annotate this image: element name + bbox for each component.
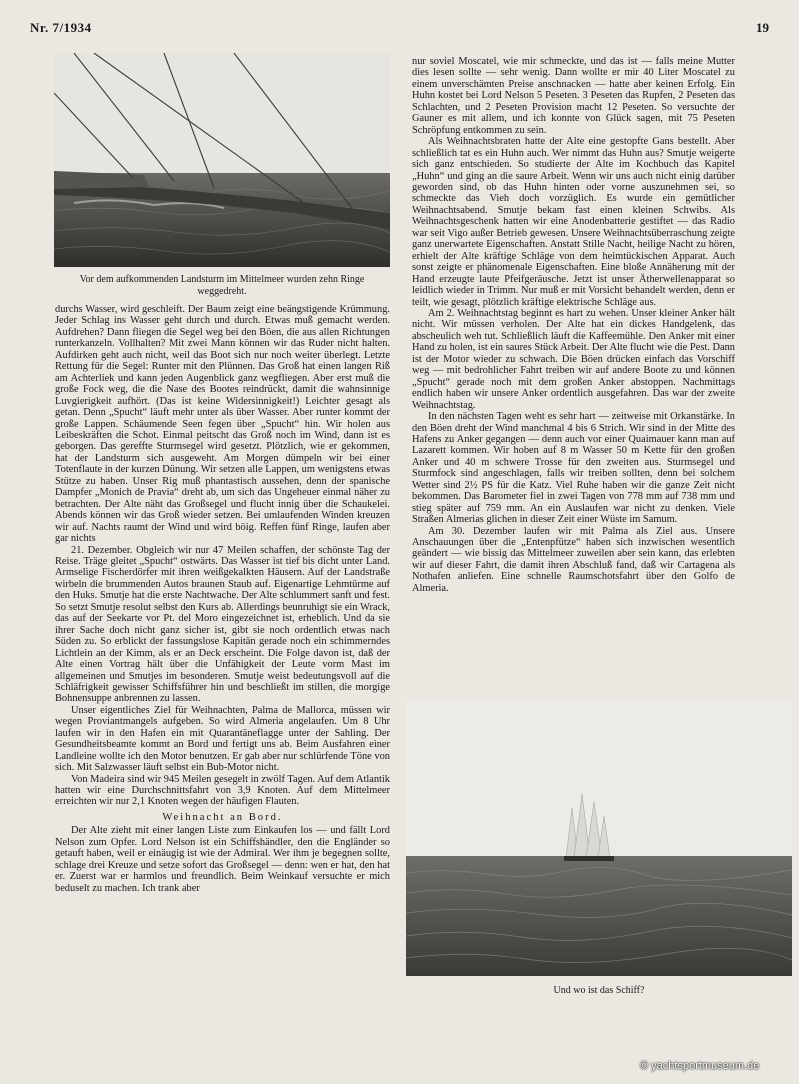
- left-paragraph-3: Unser eigentliches Ziel für Weihnachten, Palma de Mallorca, müssen wir wegen Proviantmangels aufgeben. So wird Almeria angelaufen. Um 8 Uhr laufen wir in den Hafen ein mit Quarantäneflagge unter der Sahling. Der Gesundheitsbeamte kommt an Bord und fertigt uns ab. Beim Ausfahren einer Landleine wollte ich den Motor benutzen. Er gab aber nur schlürfende Töne von sich. Mit Salzwasser läuft selbst ein Bub-Motor nicht.: [55, 704, 390, 774]
- photo-distant-ship-image: [406, 698, 792, 976]
- right-paragraph-4: In den nächsten Tagen weht es sehr hart — zeitweise mit Orkanstärke. In den Böen dreht der Wind manchmal 4 bis 6 Strich. Wir sind in der Mitte des Hafens zu Anker gegangen — denn auch vor einer Quaimauer kann man auf Lazarett kommen. Wir hoben auf 8 m Wasser 50 m Kette für den großen Anker und 40 m schwere Trosse für den zweiten aus. Sturmsegel und Sturmfock sind angeschlagen, falls wir treiben sollten, denn bei solchem Wetter sind 2½ PS für die Katz. Viel Ruhe haben wir die ganze Zeit nicht bekommen. Das Barometer fiel in zwei Tagen von 778 mm auf 738 mm und stieg später auf 759 mm. An ein Auslaufen war nicht zu denken. Viele Straßen Almerias glichen in dieser Zeit einer Wüste im Samum.: [412, 411, 735, 526]
- right-paragraph-2: Als Weihnachtsbraten hatte der Alte eine gestopfte Gans bestellt. Aber schließlich tat es ein Huhn auch. Wer nimmt das Huhn aus? Smutje weigerte sich ganz entschieden. So studierte der Alte im Kochbuch das Kapitel „Huhn“ und ging an die saure Arbeit. Wenn wir uns auch nicht einig darüber geworden sind, ob das Huhn hinten oder vorne auszunehmen sei, so schmeckte das Vieh doch vorzüglich. Es wurde ein gemütlicher Weihnachtsabend. Smutje bekam fast einen kleinen Schwibs. Als Weihnachtsgeschenk hatten wir eine Anodenbatterie gestiftet — das Radio war seit Vigo außer Betrieb gewesen. Unsere Weihnachtsüberraschung zeigte ganz unerwartete Eigenschaften. Anstatt Stille Nacht, heilige Nacht zu hören, erhielt der Alte kräftige Schläge von dem heimtückischen Apparat. Auch sonst zeigte er phänomenale Eigenschaften. Eine bloße Annäherung mit der Hand erzeugte laute Pfeifgeräusche. Jetzt ist unser Ätherwellenapparat so leidlich wieder in Trimm. Nur muß er mit Vorsicht behandelt werden, denn er teilt, wie gesagt, plötzlich kräftige elektrische Schläge aus.: [412, 136, 735, 308]
- photo-distant-ship: [406, 698, 792, 976]
- right-paragraph-1: nur soviel Moscatel, wie mir schmeckte, und das ist — falls meine Mutter dies lesen sollte — sehr wenig. Dann wollte er mir 40 Liter Moscatel zu einem unverschämten Preise anschnacken — hatte aber keinen Erfolg. Ein Huhn kostet bei Lord Nelson 5 Peseten. 3 Peseten das Rupfen, 2 Peseten das Schlachten, und 2 Peseten Provision macht 12 Peseten. So versuchte der Gauner es mit allem, und ich konnte von Glück sagen, mit 75 Peseten Schröpfung entkommen zu sein.: [412, 56, 735, 136]
- left-paragraph-5: Der Alte zieht mit einer langen Liste zum Einkaufen los — und fällt Lord Nelson zum Opfer. Lord Nelson ist ein Schiffshändler, den die Engländer so getauft haben, weil er einäugig ist wie der Admiral. Wer ihm je begegnen sollte, schlage drei Kreuze und setze sofort das Großsegel — denn: wen er hat, den hat er. Zuerst war er harmlos und freundlich. Beim Weinkauf versuchte er mich beduselt zu machen. Ich trank aber: [55, 825, 390, 894]
- right-column: [412, 56, 735, 594]
- photo-caption-1: Vor dem aufkommenden Landsturm im Mittelmeer wurden zehn Ringe weggedreht.: [79, 274, 365, 297]
- right-paragraph-5: Am 30. Dezember laufen wir mit Palma als Ziel aus. Unsere Anschauungen über die „Entenpfütze“ haben sich inzwischen wesentlich geändert — wie bissig das Mittelmeer zuweilen aber sein kann, das erlebten wir auf dieser Fahrt, die damit ihren Abschluß fand, daß wir Cartagena als Nothafen anliefen. Eine schnelle Raumschotsfahrt über den Golfo de Almeria.: [412, 525, 735, 594]
- left-paragraph-1: durchs Wasser, wird geschleift. Der Baum zeigt eine beängstigende Krümmung. Jeder Schlag ins Wasser geht durch und durch. Etwas muß gemacht werden. Aufdrehen? Dann fliegen die Segel weg bei den Böen, die aus allen Richtungen runterkanzeln. Vollhalten? Mit zwei Mann können wir das Ruder nicht halten. Aufdirken geht auch nicht, weil das Boot sich nur noch weiter überlegt. Letzte Rettung für die Segel: Runter mit den Plünnen. Das Groß hat einen langen Riß am Achterliek und kann jeden Augenblick ganz wegfliegen. Aber erst muß die große Fock weg, die die Nase des Bootes reindrückt, damit die wahnsinnige Luvgierigkeit aufhört. (Das ist keine Widersinnigkeit!) Leichter gesagt als getan. Denn „Spucht“ läuft mehr unter als über Wasser. Aber runter kommt der große Lappen. Schäumende Seen fegen über „Spucht“ hin. Wir holen aus Leibeskräften die Schot. Einmal peitscht das Groß noch im Wind, dann ist es geborgen. Das gereffte Sturmsegel wird gesetzt. Plötzlich, wie er gekommen, hat der Landsturm sich ausgeweht. Am Morgen dümpeln wir bei einer Totenflaute in der kurzen Dünung. Wir setzen alle Lappen, um wenigstens etwas Stütze zu haben. Unser Rig muß phantastisch aussehen, denn der spanische Dampfer „Monich de Pravia“ dreht ab, um sich das Ungeheuer einmal näher zu betrachten. Der Alte näht das Großsegel und flucht innig über die Schaukelei. Abends können wir das Groß wieder setzen. Bei umlaufenden Winden kreuzen wir auf. Nachts raumt der Wind und wird böig. Reffen fünf Ringe, laufen aber gar nichts: [55, 304, 390, 545]
- page-number: 19: [756, 20, 769, 35]
- watermark: © yachtsportmuseum.de: [640, 1060, 760, 1072]
- photo-boom-over-sea: [54, 53, 390, 267]
- photo-caption-2: Und wo ist das Schiff?: [553, 985, 645, 996]
- issue-number: Nr. 7/1934: [30, 20, 92, 35]
- left-paragraph-4: Von Madeira sind wir 945 Meilen gesegelt in zwölf Tagen. Auf dem Atlantik hatten wir eine Durchschnittsfahrt von 3,9 Knoten. Auf dem Mittelmeer erreichten wir nur 2,1 Knoten wegen der häufigen Flauten.: [55, 773, 390, 808]
- right-paragraph-3: Am 2. Weihnachtstag beginnt es hart zu wehen. Unser kleiner Anker hält nicht. Wir müssen verholen. Der Alte hat ein dickes Handgelenk, das abscheulich weh tut. Schließlich läuft die Kaffeemühle. Den Anker mit einer Hand zu holen, ist ein saures Stück Arbeit. Der Alte flucht wie die Pest. Dann ist der Motor wieder zu schwach. Die Böen drücken einfach das Vorschiff weg — mit bedrohlicher Fahrt treiben wir auf andere Boote zu und können „Spucht“ gerade noch mit dem großen Anker abstoppen. Nachmittags endlich haben wir unsere Anker ordentlich ausgefahren. Das war der zweite Weihnachtstag.: [412, 307, 735, 411]
- photo-boom-over-sea-image: [54, 53, 390, 267]
- section-heading: Weihnacht an Bord.: [162, 811, 283, 823]
- left-column: [55, 304, 390, 894]
- left-paragraph-2: 21. Dezember. Obgleich wir nur 47 Meilen schaffen, der schönste Tag der Reise. Träge gleitet „Spucht“ ostwärts. Das Wasser ist tief bis dicht unter Land. Armselige Fischerdörfer mit ihren weißgekalkten Häusern. Auf der Landstraße wirbeln die brummenden Autos braunen Staub auf. Eigenartige Lehmtürme auf den Huks. Smutje hat die erste Nachtwache. Der Alte schlummert sanft und fest. So setzt Smutje resolut selbst den Kurs ab. Allerdings beunruhigt sie ein Wrack, das auf der Seekarte vor Pt. del Moro eingezeichnet ist, erheblich. Und da sie ihrer Sache doch nicht ganz sicher ist, gibt sie noch ordentlich etwas nach Süden zu. So erblickt der fassungslose Kapitän gerade noch ein schimmerndes Lichtlein an der Kimm, als er an Deck erscheint. Die Folge davon ist, daß der Alte einen Vortrag hält über die Unfähigkeit der Leute vorm Mast im allgemeinen und Smutjes im besonderen. Smutje weist bedeutungsvoll auf die Schläfrigkeit gewisser Schiffsführer hin und beschließt im stillen, die morgige Bohnensuppe anbrennen zu lassen.: [55, 544, 390, 705]
